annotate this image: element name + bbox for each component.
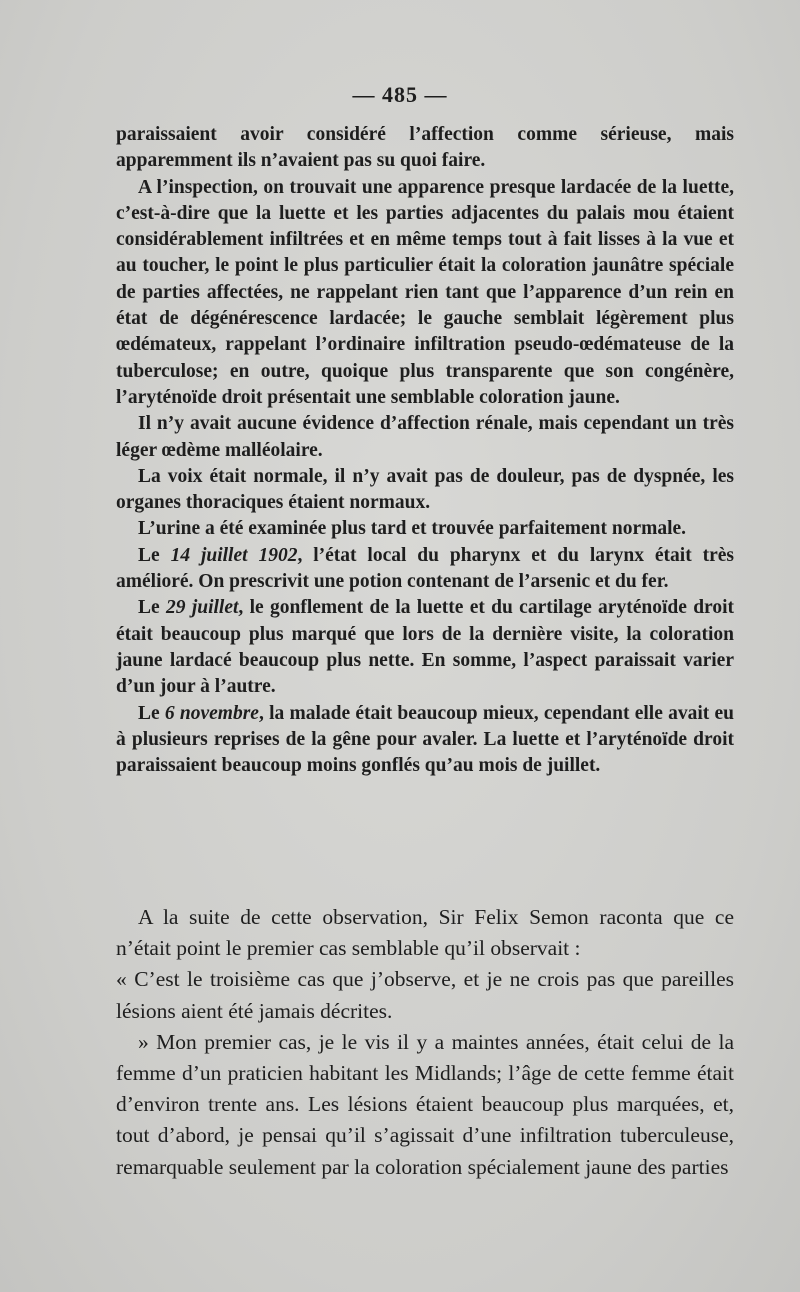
paragraph — [116, 175, 734, 412]
paragraph-prefix: Le — [138, 597, 166, 619]
paragraph — [116, 701, 734, 780]
date: 29 juillet — [166, 597, 239, 619]
date: 14 juillet 1902 — [170, 544, 298, 566]
paragraph-text: , la malade était beaucoup mieux, cependant elle avait eu à plusieurs reprises de la gêne pour avaler. La luette et l’aryténoïde droit paraissaient beaucoup moins gonflés qu’au mois de juillet. — [116, 702, 734, 777]
paragraph-text: , le gonflement de la luette et du cartilage aryténoïde droit était beaucoup plus marqué que lors de la dernière visite, la coloration jaune lardacé beaucoup plus nette. En somme, l’aspect paraissait varier d’un jour à l’autre. — [116, 597, 734, 698]
paragraph-text: « C’est le troisième cas que j’observe, et je ne crois pas que pareilles lésions aient été jamais décrites. — [116, 967, 734, 1023]
paragraph-text: paraissaient avoir considéré l’affection comme sérieuse, mais apparemment ils n’avaient pas su quoi faire. — [116, 124, 734, 172]
paragraph-text: La voix était normale, il n’y avait pas de douleur, pas de dyspnée, les organes thoraciques étaient normaux. — [116, 465, 734, 514]
paragraph — [116, 464, 734, 517]
paragraph — [116, 1027, 734, 1183]
paragraph — [116, 411, 734, 464]
paragraph — [116, 516, 734, 542]
observation-text — [116, 122, 734, 779]
paragraph — [116, 964, 734, 1026]
paragraph-prefix: Le — [138, 702, 165, 724]
page-number: — 485 — — [352, 82, 448, 107]
paragraph-text: A la suite de cette observation, Sir Felix Semon raconta que ce n’était point le premier cas semblable qu’il observait : — [116, 905, 734, 961]
paragraph-text: , l’état local du pharynx et du larynx était très amélioré. On prescrivit une potion contenant de l’arsenic et du fer. — [116, 544, 735, 593]
narrative-text — [116, 902, 734, 1183]
paragraph — [116, 122, 734, 175]
paragraph — [116, 902, 734, 964]
paragraph-prefix: Le — [138, 544, 171, 566]
paragraph-text: Il n’y avait aucune évidence d’affection rénale, mais cependant un très léger œdème malléolaire. — [116, 413, 734, 461]
paragraph-text: » Mon premier cas, je le vis il y a maintes années, était celui de la femme d’un praticien habitant les Midlands; l’âge de cette femme était d’environ trente ans. Les lésions étaient beaucoup plus marquées, et, tout d’abord, je pensai qu’il s’agissait d’une infiltration tuberculeuse, remarquable seulement par la coloration spécialement jaune des parties — [116, 1029, 734, 1179]
paragraph — [116, 595, 734, 700]
date: 6 novembre — [164, 702, 259, 724]
paragraph-text: A l’inspection, on trouvait une apparence presque lardacée de la luette, c’est-à-dire que la luette et les parties adjacentes du palais mou étaient considérablement infiltrées et en même temps tout à fait lisses à la vue et au toucher, le point le plus particulier était la coloration jaunâtre spéciale de parties affectées, ne rappelant rien tant que l’apparence d’un rein en état de dégénérescence lardacée; le gauche semblait légèrement plus œdémateux, rappelant l’ordinaire infiltration pseudo-œdémateuse de la tuberculose; en outre, quoique plus transparente que son congénère, l’aryténoïde droit présentait une semblable coloration jaune. — [116, 176, 734, 408]
paragraph — [116, 543, 734, 596]
paragraph-text: L’urine a été examinée plus tard et trouvée parfaitement normale. — [138, 518, 687, 540]
